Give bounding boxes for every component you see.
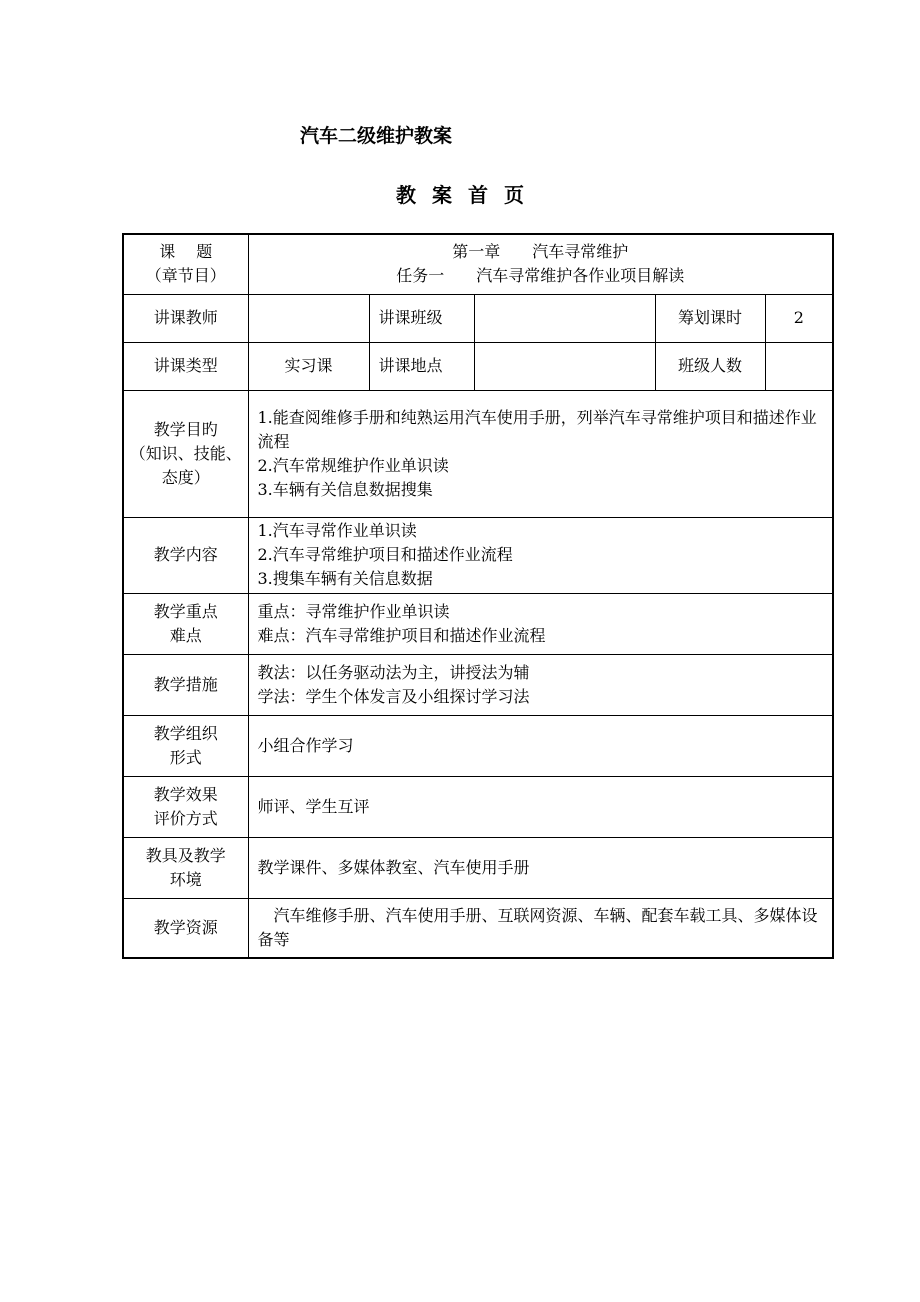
heading-char: 页	[504, 183, 524, 207]
key-label-sub: 难点	[169, 625, 202, 645]
location-label: 讲课地点	[369, 342, 474, 390]
eval-value: 师评、学生互评	[248, 776, 833, 837]
topic-label: 课 题	[159, 242, 213, 262]
goal-label-sub: （知识、技能、	[129, 443, 242, 463]
tools-label-cell	[123, 837, 248, 898]
resource-row	[123, 898, 833, 958]
goal-item: 1.能查阅维修手册和纯熟运用汽车使用手册，列举汽车寻常维护项目和描述作业流程	[257, 407, 817, 451]
topic-row	[123, 234, 833, 294]
eval-label: 教学效果	[153, 784, 218, 804]
org-value: 小组合作学习	[248, 715, 833, 776]
goal-item: 2.汽车常规维护作业单识读	[257, 455, 449, 475]
class-label: 讲课班级	[369, 294, 474, 342]
learning-method: 学法：学生个体发言及小组探讨学习法	[257, 686, 530, 706]
goal-value-cell	[248, 390, 833, 517]
content-item: 3.搜集车辆有关信息数据	[257, 569, 433, 588]
key-label-cell	[123, 593, 248, 654]
resource-value: 汽车维修手册、汽车使用手册、互联网资源、车辆、配套车载工具、多媒体设备等	[257, 905, 818, 949]
measure-label: 教学措施	[123, 654, 248, 715]
heading-char: 教	[396, 183, 416, 207]
eval-row	[123, 776, 833, 837]
type-row	[123, 342, 833, 390]
tools-row	[123, 837, 833, 898]
type-value: 实习课	[248, 342, 369, 390]
topic-value-cell	[248, 234, 833, 294]
heading-char: 案	[432, 183, 452, 207]
hours-label: 筹划课时	[655, 294, 765, 342]
resource-value-cell	[248, 898, 833, 958]
lesson-plan-table	[122, 233, 834, 959]
goal-label-cell	[123, 390, 248, 517]
topic-label-sub: （章节目）	[145, 266, 226, 286]
measure-value-cell	[248, 654, 833, 715]
teacher-value	[248, 294, 369, 342]
content-item: 2.汽车寻常维护项目和描述作业流程	[257, 545, 513, 564]
task-line: 任务一 汽车寻常维护各作业项目解读	[396, 266, 685, 286]
content-label: 教学内容	[123, 517, 248, 593]
students-label: 班级人数	[655, 342, 765, 390]
key-point: 重点：寻常维护作业单识读	[257, 601, 450, 621]
resource-label: 教学资源	[123, 898, 248, 958]
goal-label: 教学目旳	[153, 419, 218, 439]
topic-label-cell	[123, 234, 248, 294]
goal-row	[123, 390, 833, 517]
measure-row	[123, 654, 833, 715]
eval-label-sub: 评价方式	[153, 808, 218, 828]
eval-label-cell	[123, 776, 248, 837]
org-label: 教学组织	[153, 723, 218, 743]
content-value-cell	[248, 517, 833, 593]
heading-char: 首	[468, 183, 488, 207]
content-row	[123, 517, 833, 593]
org-label-cell	[123, 715, 248, 776]
key-label: 教学重点	[153, 601, 218, 621]
tools-label-sub: 环境	[169, 869, 202, 889]
goal-label-sub2: 态度）	[161, 467, 210, 487]
class-value	[474, 294, 655, 342]
students-value	[765, 342, 833, 390]
location-value	[474, 342, 655, 390]
org-label-sub: 形式	[169, 747, 202, 767]
type-label: 讲课类型	[123, 342, 248, 390]
teacher-row	[123, 294, 833, 342]
org-row	[123, 715, 833, 776]
tools-value: 教学课件、多媒体教室、汽车使用手册	[248, 837, 833, 898]
teacher-label: 讲课教师	[123, 294, 248, 342]
content-item: 1.汽车寻常作业单识读	[257, 521, 417, 540]
hours-value: 2	[765, 294, 833, 342]
teaching-method: 教法：以任务驱动法为主，讲授法为辅	[257, 662, 530, 682]
page-heading	[0, 180, 920, 210]
key-value-cell	[248, 593, 833, 654]
document-title: 汽车二级维护教案	[300, 125, 453, 147]
difficult-point: 难点：汽车寻常维护项目和描述作业流程	[257, 625, 546, 645]
goal-item: 3.车辆有关信息数据搜集	[257, 479, 433, 499]
tools-label: 教具及教学	[145, 845, 226, 865]
chapter-line: 第一章 汽车寻常维护	[452, 242, 629, 262]
key-row	[123, 593, 833, 654]
